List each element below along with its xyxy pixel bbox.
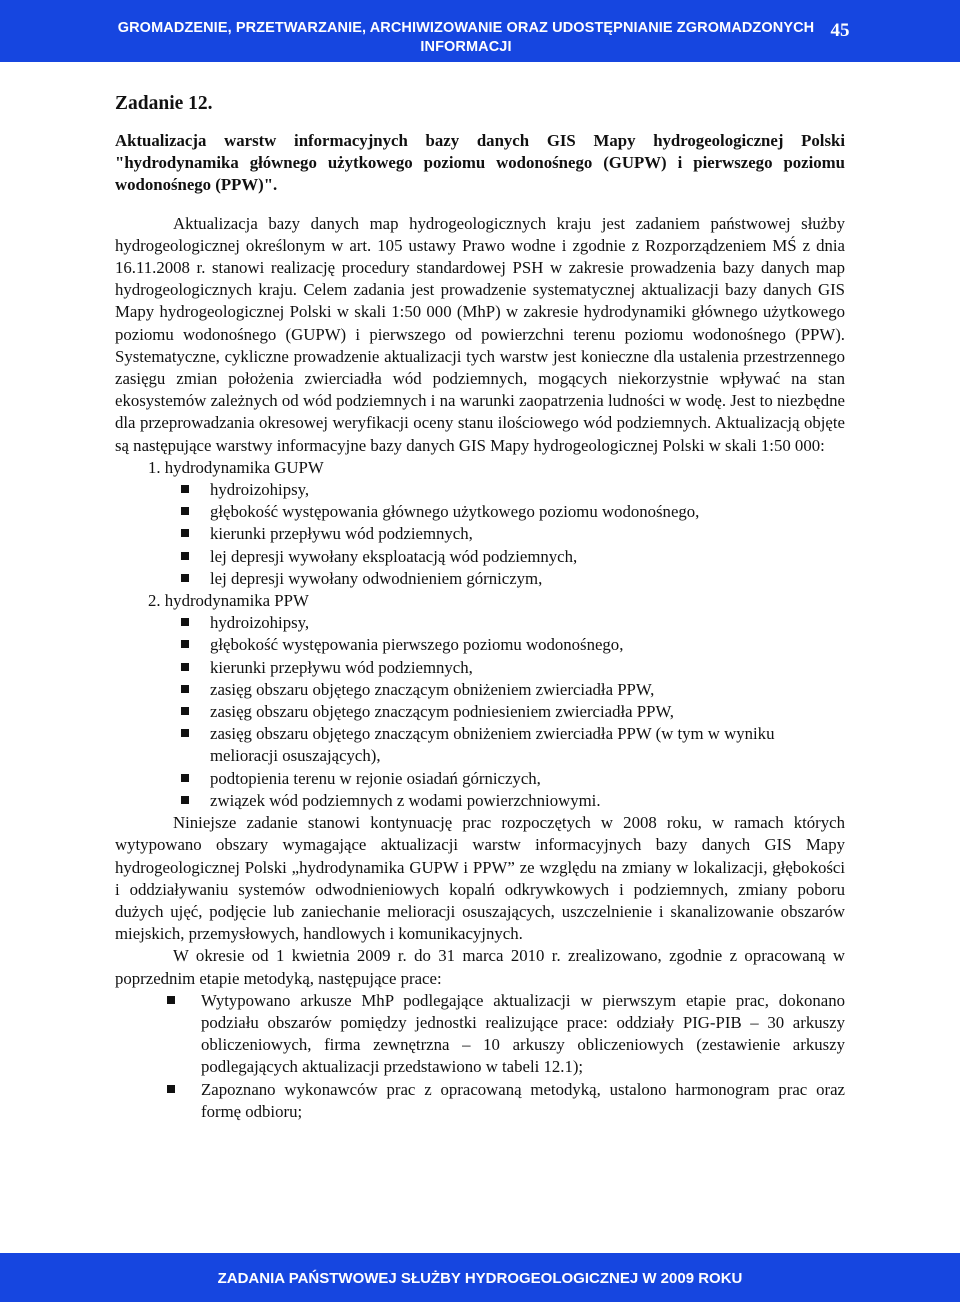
works-list xyxy=(115,990,845,1123)
square-bullet-icon xyxy=(181,618,189,626)
period-paragraph: W okresie od 1 kwietnia 2009 r. do 31 marca 2010 r. zrealizowano, zgodnie z opracowaną w poprzednim etapie metodyką, następujące prace: xyxy=(115,946,845,988)
continuation-paragraph: Niniejsze zadanie stanowi kontynuację prac rozpoczętych w 2008 roku, w ramach których wytypowano obszary wymagające aktualizacji warstw informacyjnych bazy danych GIS Mapy hydrogeologicznej Polski „hydrodynamika GUPW i PPW” ze względu na zmiany w lokalizacji, głębokości i oddziaływaniu systemów odwodnieniowych kopalń odkrywkowych i podziemnych, zmiany poboru dużych ujęć, podjęcie lub zaniechanie melioracji osuszających, uszczelnienie i skanalizowanie obszarów miejskich, przemysłowych, handlowych i komunikacyjnych. xyxy=(115,813,845,944)
list-item-text: głębokość występowania pierwszego poziomu wodonośnego, xyxy=(210,635,624,655)
task-title: Zadanie 12. xyxy=(115,93,213,114)
list-item xyxy=(115,990,845,1079)
list-item xyxy=(115,568,845,590)
list-item xyxy=(115,768,845,790)
list-item-text: lej depresji wywołany odwodnieniem górniczym, xyxy=(210,568,543,588)
square-bullet-icon xyxy=(181,729,189,737)
list-item xyxy=(115,501,845,523)
list-item xyxy=(115,657,845,679)
list-item xyxy=(115,723,845,767)
intro-paragraph: Aktualizacja bazy danych map hydrogeologicznych kraju jest zadaniem państwowej służby hydrogeologicznej określonym w art. 105 ustawy Prawo wodne i zgodnie z Rozporządzeniem MŚ z dnia 16.11.2008 r. stanowi realizację procedury standardowej PSH w zakresie prowadzenia bazy danych map hydrogeologicznych kraju. Celem zadania jest prowadzenie systematycznej aktualizacji bazy danych GIS Mapy hydrogeologicznej Polski w skali 1:50 000 (MhP) w zakresie hydrodynamiki głównego użytkowego poziomu wodonośnego (GUPW) i pierwszego od powierzchni terenu poziomu wodonośnego (PPW). Systematyczne, cykliczne prowadzenie aktualizacji tych warstw jest konieczne dla ustalenia przestrzennego zasięgu zmian położenia zwierciadła wód podziemnych, mogących niekorzystnie wpływać na stan ekosystemów zależnych od wód podziemnych i na warunki zaopatrzenia ludności w wodę. Jest to niezbędne dla przeprowadzania okresowej weryfikacji oceny stanu ilościowego wód podziemnych. Aktualizacją objęte są następujące warstwy informacyjne bazy danych GIS Mapy hydrogeologicznej Polski w skali 1:50 000: xyxy=(115,213,845,455)
square-bullet-icon xyxy=(181,485,189,493)
running-header-title: GROMADZENIE, PRZETWARZANIE, ARCHIWIZOWANIE ORAZ UDOSTĘPNIANIE ZGROMADZONYCH INFORMACJI xyxy=(117,20,815,55)
list-item-text: zasięg obszaru objętego znaczącym obniżeniem zwierciadła PPW, xyxy=(210,679,655,699)
square-bullet-icon xyxy=(181,640,189,648)
group1-list xyxy=(115,479,845,590)
square-bullet-icon xyxy=(181,707,189,715)
square-bullet-icon xyxy=(181,774,189,782)
list-item-text: kierunki przepływu wód podziemnych, xyxy=(210,524,473,544)
square-bullet-icon xyxy=(181,507,189,515)
square-bullet-icon xyxy=(181,796,189,804)
list-item-text: hydroizohipsy, xyxy=(210,613,310,633)
list-item-text: Zapoznano wykonawców prac z opracowaną metodyką, ustalono harmonogram prac oraz formę odbioru; xyxy=(201,1079,845,1121)
list-item xyxy=(115,790,845,812)
header-band xyxy=(0,0,960,62)
square-bullet-icon xyxy=(181,685,189,693)
list-item-text: podtopienia terenu w rejonie osiadań górniczych, xyxy=(210,768,541,788)
square-bullet-icon xyxy=(181,529,189,537)
list-item-text: związek wód podziemnych z wodami powierzchniowymi. xyxy=(210,790,601,810)
list-item-text: zasięg obszaru objętego znaczącym obniżeniem zwierciadła PPW (w tym w wyniku melioracji osuszających), xyxy=(210,724,775,766)
list-item xyxy=(115,546,845,568)
list-item-text: Wytypowano arkusze MhP podlegające aktualizacji w pierwszym etapie prac, dokonano podziału obszarów pomiędzy jednostki realizujące prace: oddziały PIG-PIB – 30 arkuszy obliczeniowych, firma zewnętrzna – 10 arkuszy obliczeniowych (zestawienie arkuszy podlegających aktualizacji przedstawiono w tabeli 12.1); xyxy=(201,990,845,1077)
square-bullet-icon xyxy=(181,552,189,560)
list-item-text: hydroizohipsy, xyxy=(210,480,310,500)
square-bullet-icon xyxy=(167,996,175,1004)
page-number: 45 xyxy=(830,20,850,41)
list-item-text: lej depresji wywołany eksploatacją wód podziemnych, xyxy=(210,546,578,566)
running-footer-title: ZADANIA PAŃSTWOWEJ SŁUŻBY HYDROGEOLOGICZNEJ W 2009 ROKU xyxy=(217,1270,743,1287)
group1-title: 1. hydrodynamika GUPW xyxy=(148,457,324,477)
list-item-text: głębokość występowania głównego użytkowego poziomu wodonośnego, xyxy=(210,502,700,522)
list-item xyxy=(115,523,845,545)
list-item xyxy=(115,701,845,723)
list-item xyxy=(115,612,845,634)
footer-band xyxy=(0,1253,960,1302)
list-item xyxy=(115,479,845,501)
list-item xyxy=(115,634,845,656)
square-bullet-icon xyxy=(181,663,189,671)
section-heading: Aktualizacja warstw informacyjnych bazy danych GIS Mapy hydrogeologicznej Polski "hydrodynamika głównego użytkowego poziomu wodonośnego (GUPW) i pierwszego poziomu wodonośnego (PPW)". xyxy=(115,131,845,195)
list-item-text: zasięg obszaru objętego znaczącym podniesieniem zwierciadła PPW, xyxy=(210,702,674,722)
list-item xyxy=(115,679,845,701)
list-item xyxy=(115,1079,845,1123)
square-bullet-icon xyxy=(181,574,189,582)
square-bullet-icon xyxy=(167,1085,175,1093)
page-content xyxy=(115,92,845,1123)
group2-title: 2. hydrodynamika PPW xyxy=(148,591,309,611)
list-item-text: kierunki przepływu wód podziemnych, xyxy=(210,657,473,677)
group2-list xyxy=(115,612,845,812)
